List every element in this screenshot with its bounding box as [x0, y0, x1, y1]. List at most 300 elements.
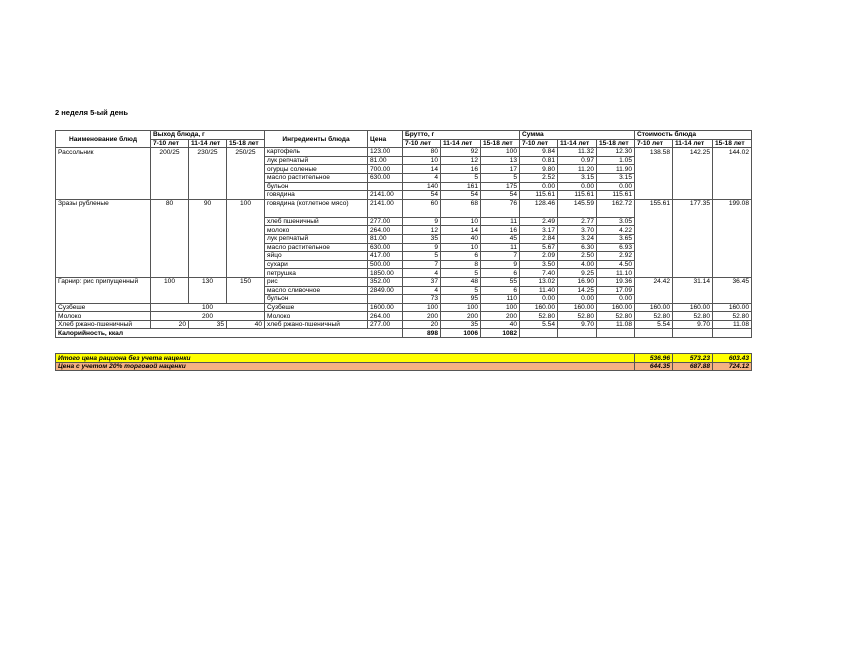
dish-name: Гарнир: рис припущенный: [56, 277, 151, 286]
subheader-age: 11-14 лет: [558, 139, 597, 148]
sum-value: 2.77: [558, 217, 597, 226]
spacer-cell: [56, 338, 752, 346]
brutto-value: 100: [403, 303, 441, 312]
sum-value: 5.54: [520, 320, 558, 329]
dish-output: [189, 295, 227, 304]
sum-value: 11.20: [558, 165, 597, 174]
brutto-value: 5: [441, 269, 481, 278]
cost-value: [673, 182, 713, 191]
dish-output: [227, 226, 265, 235]
subheader-age: 15-18 лет: [481, 139, 520, 148]
total-value: 573.23: [673, 354, 713, 363]
dish-output: 150: [227, 277, 265, 286]
sum-value: 19.36: [597, 277, 635, 286]
subheader-age: 15-18 лет: [227, 139, 265, 148]
cost-value: 142.25: [673, 148, 713, 157]
subheader-age: 7-10 лет: [520, 139, 558, 148]
brutto-value: 54: [441, 191, 481, 200]
dish-output: [227, 286, 265, 295]
sum-value: 1.05: [597, 156, 635, 165]
dish-output: [227, 217, 265, 226]
ingredient-name: лук репчатый: [265, 234, 368, 243]
cost-value: [635, 252, 673, 261]
dish-output: [227, 234, 265, 243]
cost-value: [713, 260, 752, 269]
ingredient-price: 264.00: [368, 312, 403, 321]
dish-output: [227, 260, 265, 269]
table-row: [56, 286, 752, 295]
ingredient-price: 2141.00: [368, 199, 403, 217]
sum-value: 11.40: [520, 286, 558, 295]
brutto-value: 5: [441, 286, 481, 295]
brutto-value: 54: [481, 191, 520, 200]
total-value: 644.35: [635, 362, 673, 371]
table-row: [56, 226, 752, 235]
empty-cell: [713, 329, 752, 338]
header-ingredients: Ингредиенты блюда: [265, 131, 368, 148]
calories-value: 898: [403, 329, 441, 338]
dish-output: [189, 182, 227, 191]
ingredient-name: молоко: [265, 226, 368, 235]
subheader-age: 11-14 лет: [441, 139, 481, 148]
subheader-age: 7-10 лет: [635, 139, 673, 148]
table-row: [56, 269, 752, 278]
sum-value: 9.84: [520, 148, 558, 157]
brutto-value: 40: [441, 234, 481, 243]
cost-value: [673, 156, 713, 165]
ingredient-price: 277.00: [368, 320, 403, 329]
brutto-value: 95: [441, 295, 481, 304]
ingredient-name: Молоко: [265, 312, 368, 321]
dish-output: [189, 252, 227, 261]
header-brutto: Брутто, г: [403, 131, 520, 140]
sum-value: 3.15: [558, 173, 597, 182]
dish-output: [227, 252, 265, 261]
cost-value: [673, 260, 713, 269]
sum-value: 52.80: [520, 312, 558, 321]
dish-output: 35: [189, 320, 227, 329]
sum-value: 9.25: [558, 269, 597, 278]
ingredient-name: яйцо: [265, 252, 368, 261]
ingredient-name: говядина: [265, 191, 368, 200]
sum-value: 12.30: [597, 148, 635, 157]
sum-value: 145.59: [558, 199, 597, 217]
dish-output: [151, 286, 189, 295]
table-row: [56, 320, 752, 329]
brutto-value: 7: [481, 252, 520, 261]
ingredient-price: [368, 182, 403, 191]
cost-value: 144.02: [713, 148, 752, 157]
dish-output: [151, 165, 189, 174]
dish-output: [189, 191, 227, 200]
dish-output: [189, 260, 227, 269]
cost-value: [673, 217, 713, 226]
dish-name: [56, 165, 151, 174]
dish-name: [56, 156, 151, 165]
dish-output: [227, 182, 265, 191]
subheader-age: 15-18 лет: [597, 139, 635, 148]
brutto-value: 12: [403, 226, 441, 235]
table-row: [56, 243, 752, 252]
table-row: [56, 173, 752, 182]
subheader-row: [56, 139, 752, 148]
empty-cell: [673, 329, 713, 338]
ingredient-price: 500.00: [368, 260, 403, 269]
dish-name: [56, 243, 151, 252]
subheader-age: 11-14 лет: [189, 139, 227, 148]
dish-output: 230/25: [189, 148, 227, 157]
dish-name: [56, 295, 151, 304]
header-dish: Наименование блюд: [56, 131, 151, 148]
brutto-value: 8: [441, 260, 481, 269]
sum-value: 7.40: [520, 269, 558, 278]
total-value: 687.88: [673, 362, 713, 371]
ingredient-name: масло растительное: [265, 243, 368, 252]
cost-value: [713, 234, 752, 243]
total-label: Итого цена рациона без учета наценки: [56, 354, 635, 363]
cost-value: 24.42: [635, 277, 673, 286]
sum-value: 4.00: [558, 260, 597, 269]
brutto-value: 14: [441, 226, 481, 235]
sum-value: 160.00: [597, 303, 635, 312]
dish-name: [56, 234, 151, 243]
dish-output: [189, 165, 227, 174]
cost-value: [673, 191, 713, 200]
sum-value: 0.00: [520, 295, 558, 304]
sum-value: 0.81: [520, 156, 558, 165]
brutto-value: 100: [481, 303, 520, 312]
dish-output: 100: [151, 303, 265, 312]
sum-value: 2.84: [520, 234, 558, 243]
sum-value: 2.92: [597, 252, 635, 261]
calories-label: Калорийность, ккал: [56, 329, 403, 338]
total-label: Цена с учетом 20% торговой наценки: [56, 362, 635, 371]
brutto-value: 9: [403, 217, 441, 226]
sum-value: 52.80: [558, 312, 597, 321]
cost-value: [673, 226, 713, 235]
sum-value: 2.49: [520, 217, 558, 226]
ingredient-name: хлеб ржано-пшеничный: [265, 320, 368, 329]
dish-output: 130: [189, 277, 227, 286]
dish-output: [151, 234, 189, 243]
empty-cell: [597, 329, 635, 338]
sum-value: 13.02: [520, 277, 558, 286]
ingredient-name: картофель: [265, 148, 368, 157]
brutto-value: 92: [441, 148, 481, 157]
dish-output: 80: [151, 199, 189, 217]
brutto-value: 10: [441, 243, 481, 252]
subheader-age: 11-14 лет: [673, 139, 713, 148]
brutto-value: 9: [403, 243, 441, 252]
header-row: [56, 131, 752, 140]
ingredient-price: 264.00: [368, 226, 403, 235]
ingredient-price: 700.00: [368, 165, 403, 174]
brutto-value: 5: [403, 252, 441, 261]
ingredient-price: 1850.00: [368, 269, 403, 278]
cost-value: 52.80: [635, 312, 673, 321]
cost-value: [635, 286, 673, 295]
sum-value: 9.70: [558, 320, 597, 329]
dish-output: [189, 173, 227, 182]
brutto-value: 175: [481, 182, 520, 191]
table-row: [56, 277, 752, 286]
cost-value: [713, 226, 752, 235]
dish-name: Хлеб ржано-пшеничный: [56, 320, 151, 329]
cost-value: [673, 295, 713, 304]
ingredient-name: рис: [265, 277, 368, 286]
sum-value: 11.90: [597, 165, 635, 174]
dish-name: [56, 286, 151, 295]
sum-value: 2.50: [558, 252, 597, 261]
ingredient-name: Сузбеше: [265, 303, 368, 312]
brutto-value: 35: [441, 320, 481, 329]
dish-output: [189, 269, 227, 278]
dish-output: [151, 295, 189, 304]
dish-output: 200: [151, 312, 265, 321]
sum-value: 2.52: [520, 173, 558, 182]
brutto-value: 16: [441, 165, 481, 174]
cost-value: 52.80: [713, 312, 752, 321]
brutto-value: 40: [481, 320, 520, 329]
brutto-value: 11: [481, 243, 520, 252]
cost-value: [673, 165, 713, 174]
ingredient-name: хлеб пшеничный: [265, 217, 368, 226]
brutto-value: 16: [481, 226, 520, 235]
brutto-value: 12: [441, 156, 481, 165]
brutto-value: 14: [403, 165, 441, 174]
cost-value: 36.45: [713, 277, 752, 286]
ingredient-price: 81.00: [368, 234, 403, 243]
dish-output: [151, 243, 189, 252]
brutto-value: 9: [481, 260, 520, 269]
dish-name: [56, 182, 151, 191]
dish-output: [151, 226, 189, 235]
sum-value: 3.70: [558, 226, 597, 235]
sum-value: 160.00: [520, 303, 558, 312]
sum-value: 5.67: [520, 243, 558, 252]
cost-value: [713, 269, 752, 278]
cost-value: 160.00: [713, 303, 752, 312]
dish-output: 100: [151, 277, 189, 286]
dish-name: [56, 226, 151, 235]
sum-value: 11.08: [597, 320, 635, 329]
dish-name: Зразы рубленые: [56, 199, 151, 217]
sum-value: 0.97: [558, 156, 597, 165]
cost-value: [713, 252, 752, 261]
cost-value: [713, 217, 752, 226]
brutto-value: 6: [441, 252, 481, 261]
cost-value: [635, 217, 673, 226]
sum-value: 3.50: [520, 260, 558, 269]
dish-output: [151, 191, 189, 200]
cost-value: [635, 156, 673, 165]
dish-output: [189, 226, 227, 235]
ingredient-price: 277.00: [368, 217, 403, 226]
ingredient-price: 1600.00: [368, 303, 403, 312]
cost-value: [673, 173, 713, 182]
table-row: [56, 217, 752, 226]
empty-cell: [558, 329, 597, 338]
brutto-value: 13: [481, 156, 520, 165]
ingredient-price: 630.00: [368, 173, 403, 182]
dish-output: [151, 269, 189, 278]
dish-output: [227, 295, 265, 304]
table-row: [56, 260, 752, 269]
header-output: Выход блюда, г: [151, 131, 265, 140]
brutto-value: 48: [441, 277, 481, 286]
brutto-value: 20: [403, 320, 441, 329]
total-no-markup-row: [56, 354, 752, 363]
dish-output: [227, 156, 265, 165]
sum-value: 0.00: [597, 182, 635, 191]
dish-output: 20: [151, 320, 189, 329]
total-value: 603.43: [713, 354, 752, 363]
page-title: 2 неделя 5-ый день: [55, 108, 128, 117]
ingredient-name: огурцы соленые: [265, 165, 368, 174]
ingredient-name: сухари: [265, 260, 368, 269]
sum-value: 6.93: [597, 243, 635, 252]
cost-value: [673, 286, 713, 295]
total-value: 536.96: [635, 354, 673, 363]
table-row: [56, 191, 752, 200]
dish-output: [227, 269, 265, 278]
dish-output: [151, 252, 189, 261]
brutto-value: 110: [481, 295, 520, 304]
dish-output: 90: [189, 199, 227, 217]
cost-value: 31.14: [673, 277, 713, 286]
cost-value: [635, 226, 673, 235]
sum-value: 0.00: [597, 295, 635, 304]
brutto-value: 100: [441, 303, 481, 312]
cost-value: 160.00: [673, 303, 713, 312]
brutto-value: 17: [481, 165, 520, 174]
cost-value: [713, 295, 752, 304]
dish-output: [151, 260, 189, 269]
dish-name: [56, 252, 151, 261]
header-cost: Стоимость блюда: [635, 131, 752, 140]
cost-value: [635, 191, 673, 200]
sum-value: 3.24: [558, 234, 597, 243]
header-price: Цена: [368, 131, 403, 148]
cost-value: [713, 243, 752, 252]
cost-value: 9.70: [673, 320, 713, 329]
dish-name: [56, 269, 151, 278]
dish-name: Сузбеше: [56, 303, 151, 312]
sum-value: 3.05: [597, 217, 635, 226]
sum-value: 14.25: [558, 286, 597, 295]
brutto-value: 60: [403, 199, 441, 217]
brutto-value: 4: [403, 173, 441, 182]
dish-output: [227, 165, 265, 174]
cost-value: 160.00: [635, 303, 673, 312]
brutto-value: 45: [481, 234, 520, 243]
dish-name: Молоко: [56, 312, 151, 321]
cost-value: 155.61: [635, 199, 673, 217]
cost-value: [635, 260, 673, 269]
sum-value: 4.50: [597, 260, 635, 269]
sum-value: 2.09: [520, 252, 558, 261]
table-row: [56, 156, 752, 165]
sum-value: 11.32: [558, 148, 597, 157]
dish-output: [189, 286, 227, 295]
empty-cell: [520, 329, 558, 338]
ingredient-price: 81.00: [368, 156, 403, 165]
table-row: [56, 165, 752, 174]
brutto-value: 6: [481, 286, 520, 295]
brutto-value: 73: [403, 295, 441, 304]
cost-value: [713, 165, 752, 174]
cost-value: [635, 234, 673, 243]
dish-output: [151, 156, 189, 165]
table-row: [56, 199, 752, 217]
cost-value: [673, 243, 713, 252]
brutto-value: 4: [403, 286, 441, 295]
dish-output: [227, 191, 265, 200]
ingredient-price: 123.00: [368, 148, 403, 157]
brutto-value: 100: [481, 148, 520, 157]
cost-value: [713, 182, 752, 191]
brutto-value: 4: [403, 269, 441, 278]
ingredient-name: бульон: [265, 295, 368, 304]
cost-value: [673, 234, 713, 243]
sum-value: 16.90: [558, 277, 597, 286]
cost-value: 199.08: [713, 199, 752, 217]
sum-value: 160.00: [558, 303, 597, 312]
cost-value: [713, 156, 752, 165]
table-row: [56, 182, 752, 191]
cost-value: 52.80: [673, 312, 713, 321]
spacer-row: [56, 346, 752, 354]
brutto-value: 10: [441, 217, 481, 226]
ingredient-name: масло сливочное: [265, 286, 368, 295]
ingredient-price: 630.00: [368, 243, 403, 252]
dish-output: [151, 173, 189, 182]
dish-output: [227, 243, 265, 252]
brutto-value: 140: [403, 182, 441, 191]
brutto-value: 5: [441, 173, 481, 182]
dish-output: 250/25: [227, 148, 265, 157]
cost-value: [635, 165, 673, 174]
cost-value: [713, 191, 752, 200]
cost-value: 177.35: [673, 199, 713, 217]
calories-row: [56, 329, 752, 338]
spacer-cell: [56, 346, 752, 354]
table-row: [56, 295, 752, 304]
empty-cell: [635, 329, 673, 338]
dish-output: 100: [227, 199, 265, 217]
subheader-age: 15-18 лет: [713, 139, 752, 148]
sum-value: 11.10: [597, 269, 635, 278]
brutto-value: 76: [481, 199, 520, 217]
brutto-value: 55: [481, 277, 520, 286]
sum-value: 9.80: [520, 165, 558, 174]
subheader-age: 7-10 лет: [403, 139, 441, 148]
brutto-value: 200: [481, 312, 520, 321]
sum-value: 115.61: [520, 191, 558, 200]
brutto-value: 11: [481, 217, 520, 226]
dish-output: [151, 217, 189, 226]
brutto-value: 5: [481, 173, 520, 182]
sum-value: 0.00: [558, 295, 597, 304]
ingredient-name: лук репчатый: [265, 156, 368, 165]
sum-value: 0.00: [520, 182, 558, 191]
dish-output: [189, 156, 227, 165]
sum-value: 6.30: [558, 243, 597, 252]
sum-value: 115.61: [597, 191, 635, 200]
dish-output: [151, 182, 189, 191]
sum-value: 52.80: [597, 312, 635, 321]
table-row: [56, 252, 752, 261]
